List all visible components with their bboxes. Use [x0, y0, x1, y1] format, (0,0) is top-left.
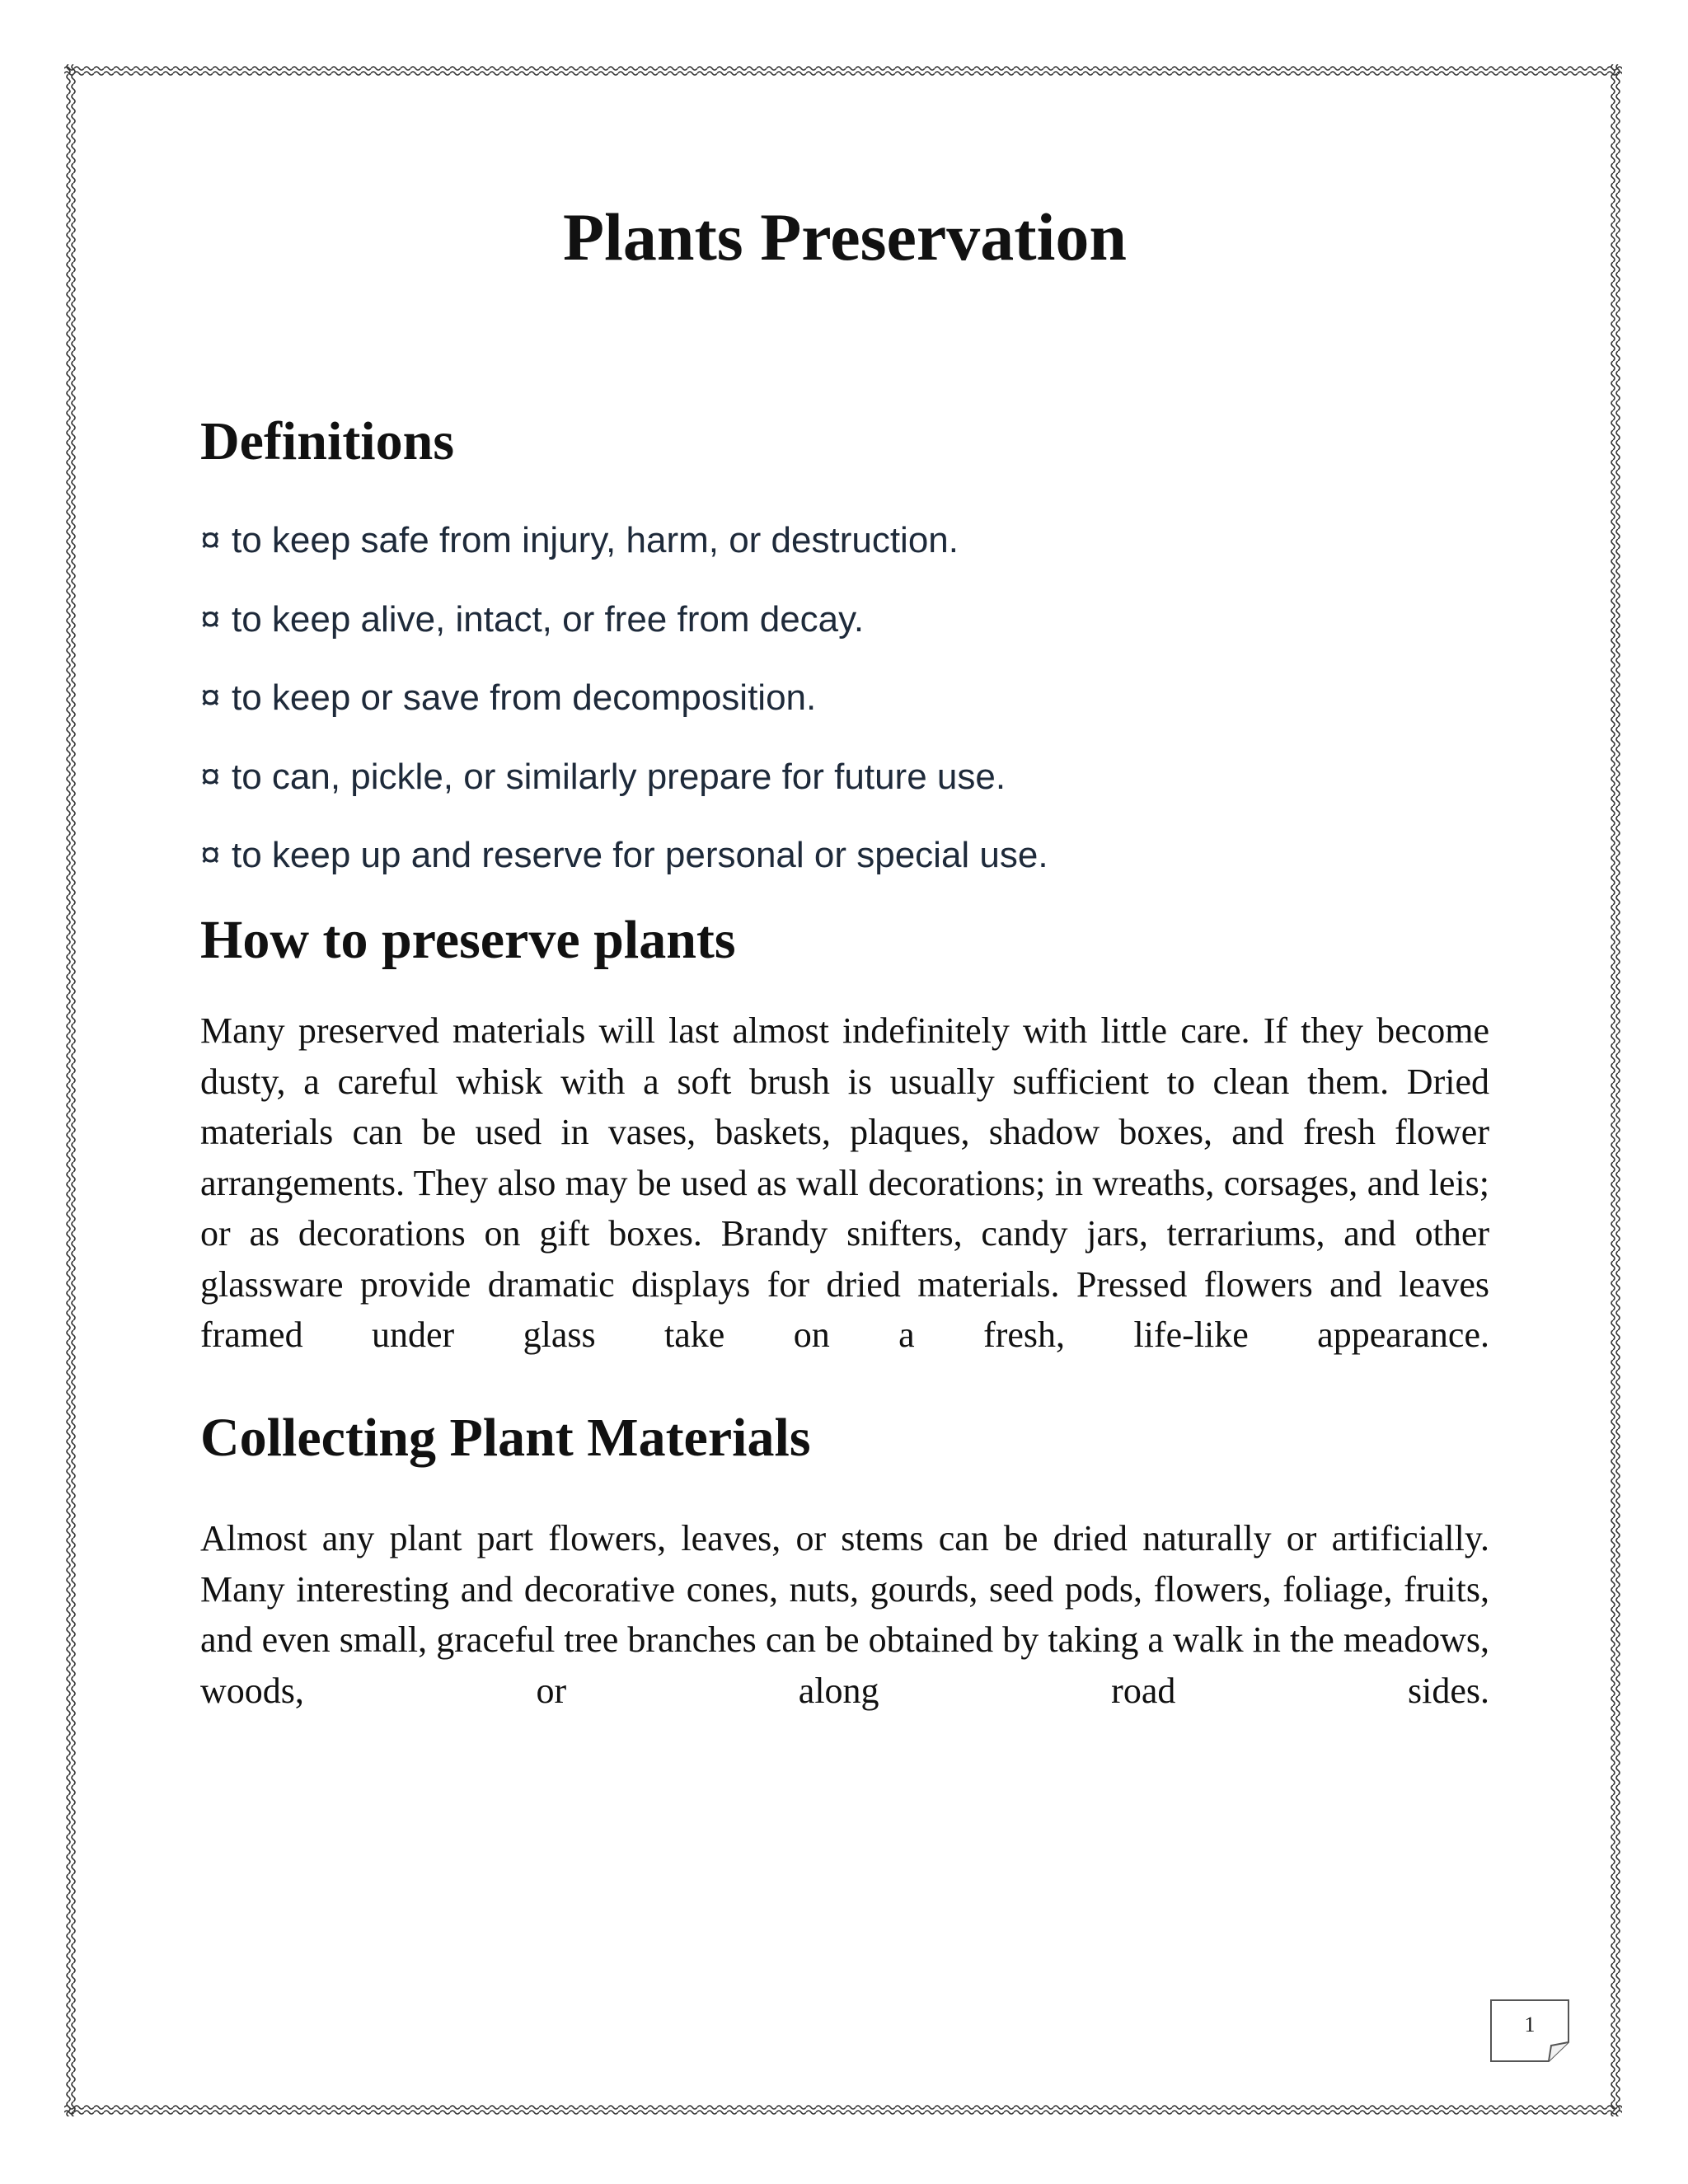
definition-item: ¤ to keep up and reserve for personal or special use.	[200, 826, 1048, 905]
definition-item: ¤ to keep alive, intact, or free from decay.	[200, 590, 1048, 669]
bullet-icon: ¤	[200, 756, 221, 797]
border-bottom	[64, 2103, 1622, 2116]
collecting-heading: Collecting Plant Materials	[200, 1408, 811, 1468]
definitions-heading: Definitions	[200, 411, 455, 471]
bullet-icon: ¤	[200, 598, 221, 640]
definitions-list	[200, 511, 1048, 905]
border-right	[1609, 64, 1622, 2116]
page-number: 1	[1524, 2013, 1536, 2036]
bullet-icon: ¤	[200, 677, 221, 718]
page-number-badge	[1490, 1999, 1569, 2062]
collecting-paragraph: Almost any plant part flowers, leaves, or stems can be dried naturally or artificially. Many interesting and decorative cones, nuts, gourds, seed pods, flowers, foliage, fruits, and even small, graceful tree branches can be obtained by taking a walk in the meadows, woods, or along road sides.	[200, 1518, 1489, 1711]
bullet-icon: ¤	[200, 520, 221, 560]
definition-item: ¤ to keep or save from decomposition.	[200, 668, 1048, 748]
how-to-preserve-paragraph: Many preserved materials will last almost indefinitely with little care. If they become dusty, a careful whisk with a soft brush is usually sufficient to clean them. Dried materials can be used in vases, baskets, plaques, shadow boxes, and fresh flower arrangements. They also may be used as wall decorations; in wreaths, corsages, and leis; or as decorations on gift boxes. Brandy snifters, candy jars, terrariums, and other glassware provide dramatic displays for dried materials. Pressed flowers and leaves framed under glass take on a fresh, life-like appearance.	[200, 1010, 1489, 1355]
definition-item: ¤ to keep safe from injury, harm, or destruction.	[200, 511, 1048, 590]
border-left	[64, 64, 77, 2116]
bullet-icon: ¤	[200, 835, 221, 875]
page-title: Plants Preservation	[563, 199, 1127, 274]
definition-item: ¤ to can, pickle, or similarly prepare for future use.	[200, 748, 1048, 827]
border-top	[64, 64, 1622, 77]
how-to-preserve-heading: How to preserve plants	[200, 910, 736, 970]
